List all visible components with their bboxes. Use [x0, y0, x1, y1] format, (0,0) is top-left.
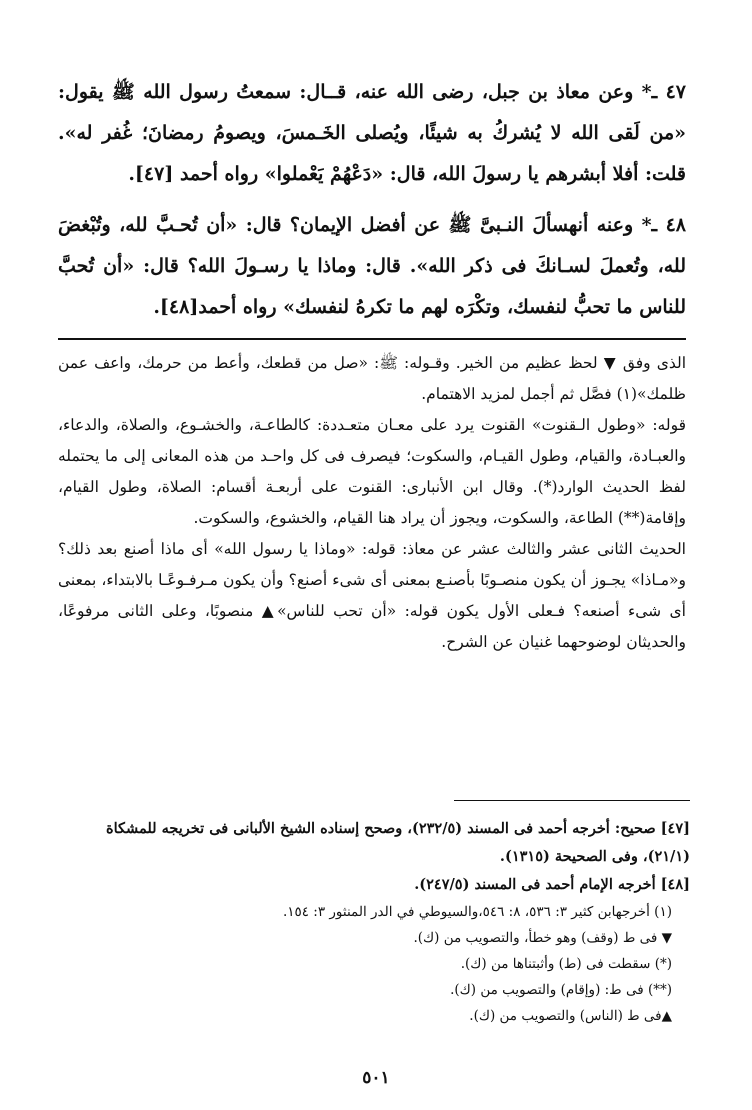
- commentary-paragraph: قوله: «وطول الـقنوت» القنوت يرد على معـان متعـددة: كالطاعـة، والخشـوع، والصلاة، والدعاء، والعبـادة، والقيام، وطول القيـام، والسكوت؛ فيصرف فى كل واحـد من هذه المعانى إلى ما يحتمله لفظ الحديث الوارد(*). وقال ابن الأنبارى: القنوت على أربعـة أقسام: الصلاة، وطول القيام، وإقامة(**) الطاعة، والسكوت، ويجوز أن يراد هنا القيام، والخشوع، والسكوت.: [58, 416, 686, 527]
- hadith-47: ٤٧ ـ* وعن معاذ بن جبل، رضى الله عنه، قــال: سمعتُ رسول الله ﷺ يقول: «من لَقى الله لا يُشركُ به شيئًا، ويُصلى الخَـمسَ، ويصومُ رمضانَ؛ غُفر له». قلت: أفلا أبشرهم يا رسولَ الله، قال: «دَعْهُمْ يَعْملوا» رواه أحمد [٤٧].: [58, 81, 686, 185]
- hadith-48: ٤٨ ـ* وعنه أنهسألَ النـبىَّ ﷺ عن أفضل الإيمان؟ قال: «أن تُحـبَّ لله، وتُبْغضَ لله، وتُعملَ لسـانكَ فى ذكر الله». قال: وماذا يا رسـولَ الله؟ قال: «أن تُحبَّ للناس ما تحبُّ لنفسك، وتكْرَه لهم ما تكرهُ لنفسك» رواه أحمد[٤٨].: [58, 214, 686, 318]
- commentary-paragraph: الذى وفق ▼ لحظ عظيم من الخير. وقـوله: ﷺ: «صل من قطعك، وأعط من حرمك، واعف عمن ظلمك»(١) فصَّل ثم أجمل لمزيد الاهتمام.: [58, 354, 686, 403]
- footnote-star: (*) سقطت فى (ط) وأثبتناها من (ك).: [460, 956, 672, 972]
- footnote-double-star: (**) فى ط: (وإقام) والتصويب من (ك).: [450, 982, 672, 998]
- page-number: ٥٠١: [362, 1068, 390, 1088]
- footnote-1: (١) أخرجهابن كثير ٣: ٥٣٦، ٨: ٥٤٦،والسيوطي في الدر المنثور ٣: ١٥٤.: [282, 904, 672, 920]
- footnote-47: [٤٧] صحيح: أخرجه أحمد فى المسند (٢٣٢/٥)، وصحح إسناده الشيخ الألبانى فى تخريجه للمشكاة (٢١/١)، وفى الصحيحة (١٣١٥).: [106, 820, 690, 865]
- footnote-triangle-up: ▲فى ط (الناس) والتصويب من (ك).: [469, 1008, 672, 1024]
- footnote-divider: [454, 800, 690, 801]
- section-divider: [58, 338, 686, 340]
- commentary-paragraph: الحديث الثانى عشر والثالث عشر عن معاذ: قوله: «وماذا يا رسول الله» أى ماذا أصنع بعد ذلك؟ و«مـاذا» يجـوز أن يكون منصـوبًا بأصنـع بمعنى أى شىء أصنع؟ وأن يكون مـرفـوعًـا بالابتداء، بمعنى أى شىء أصنعه؟ فـعلى الأول يكون قوله: «أن تحب للناس»▲ منصوبًا، وعلى الثانى مرفوعًا، والحديثان لوضوحهما غنيان عن الشرح.: [58, 540, 686, 651]
- footnote-48: [٤٨] أخرجه الإمام أحمد فى المسند (٢٤٧/٥).: [414, 876, 690, 893]
- footnotes: [70, 800, 690, 1029]
- footnote-triangle-down: ▼ فى ط (وقف) وهو خطأ، والتصويب من (ك).: [413, 930, 672, 946]
- main-text: [58, 72, 686, 658]
